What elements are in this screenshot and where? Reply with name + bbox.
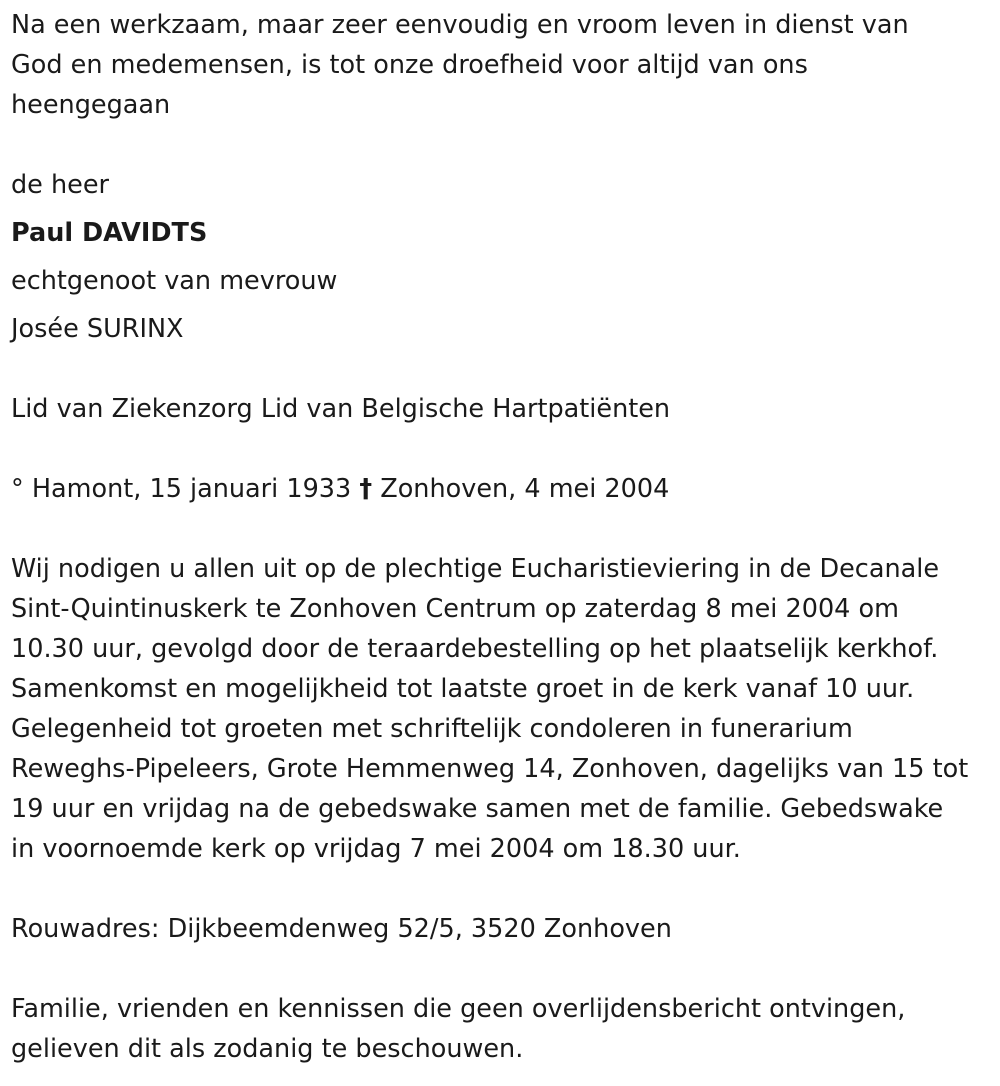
death-info: Zonhoven, 4 mei 2004 [380,474,670,504]
invitation-line-5: Gelegenheid tot groeten met schriftelijk condoleren in funerarium [11,714,853,744]
birth-info: ° Hamont, 15 januari 1933 [11,474,352,504]
intro-line-2: God en medemensen, is tot onze droefheid voor altijd van ons [11,50,808,80]
life-dates [11,469,669,509]
intro-line-1: Na een werkzaam, maar zeer eenvoudig en vroom leven in dienst van [11,10,909,40]
mourning-address: Rouwadres: Dijkbeemdenweg 52/5, 3520 Zonhoven [11,914,672,944]
cross-icon: † [359,474,373,504]
invitation-line-1: Wij nodigen u allen uit op de plechtige Eucharistieviering in de Decanale [11,554,940,584]
deceased-name: Paul DAVIDTS [11,218,208,248]
invitation-line-6: Reweghs-Pipeleers, Grote Hemmenweg 14, Zonhoven, dagelijks van 15 tot [11,754,969,784]
closing-line-2: gelieven dit als zodanig te beschouwen. [11,1034,524,1064]
invitation-line-3: 10.30 uur, gevolgd door de teraardebestelling op het plaatselijk kerkhof. [11,634,939,664]
invitation-line-8: in voornoemde kerk op vrijdag 7 mei 2004 om 18.30 uur. [11,834,741,864]
intro-line-3: heengegaan [11,90,171,120]
spouse-name: Josée SURINX [11,314,184,344]
spouse-prefix: echtgenoot van mevrouw [11,266,338,296]
closing-line-1: Familie, vrienden en kennissen die geen overlijdensbericht ontvingen, [11,994,906,1024]
invitation-line-2: Sint-Quintinuskerk te Zonhoven Centrum op zaterdag 8 mei 2004 om [11,594,899,624]
memberships: Lid van Ziekenzorg Lid van Belgische Hartpatiënten [11,394,671,424]
invitation-line-7: 19 uur en vrijdag na de gebedswake samen met de familie. Gebedswake [11,794,944,824]
invitation-line-4: Samenkomst en mogelijkheid tot laatste groet in de kerk vanaf 10 uur. [11,674,915,704]
title-prefix: de heer [11,170,110,200]
